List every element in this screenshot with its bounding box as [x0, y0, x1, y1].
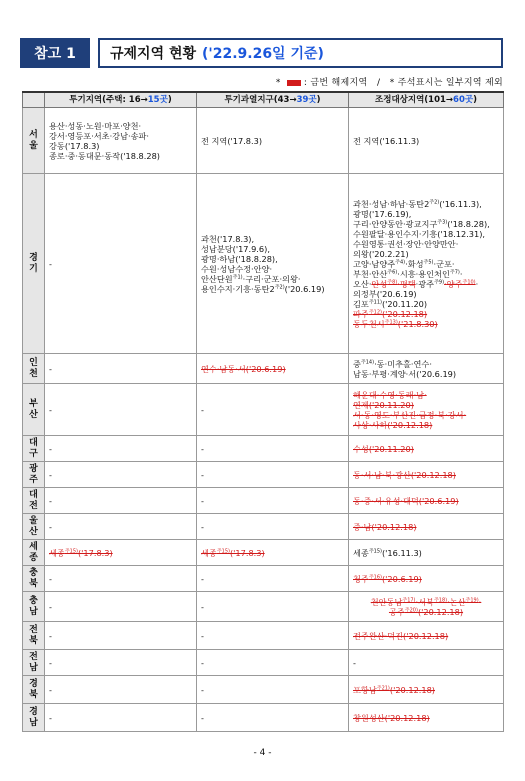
header-overheated: 투기과열지구(43→39곳): [197, 92, 349, 108]
region-cell: 경 남: [23, 704, 45, 732]
cell-overheated: -: [197, 676, 349, 704]
table-row: [23, 462, 504, 488]
table-row: [23, 488, 504, 514]
header-region: [23, 92, 45, 108]
region-cell: 광 주: [23, 462, 45, 488]
cell-speculation: -: [45, 514, 197, 540]
cell-speculation: -: [45, 650, 197, 676]
cell-overheated: -: [197, 622, 349, 650]
cell-overheated: 과천('17.8.3), 성남분당('17.9.6), 광명·하남('18.8.28), 수원·성남수정·안양· 안산단원$^{주1)}$·구리·군포·의왕· 용인수지·기흥·동탄$2^{주2)}('20.6.19)$: [197, 174, 349, 354]
region-cell: 충 남: [23, 592, 45, 622]
region-cell: 대 구: [23, 436, 45, 462]
table-row: [23, 436, 504, 462]
header-adjustment: 조정대상지역(101→60곳): [349, 92, 504, 108]
table-row: [23, 704, 504, 732]
cell-adjustment: 해운대·수영·동래·남· 연제('20.11.20) 서·동·영도·부산진·금정·북·강서· 사상·사하('20.12.18): [349, 384, 504, 436]
header-speculation: 투기지역(주택: 16→15곳): [45, 92, 197, 108]
region-cell: 부 산: [23, 384, 45, 436]
region-cell: 인 천: [23, 354, 45, 384]
cell-speculation: -: [45, 488, 197, 514]
region-cell: 서 울: [23, 108, 45, 174]
cell-speculation: 세종$^{주15)}$('17.8.3): [45, 540, 197, 566]
cell-overheated: 세종$^{주15)}$('17.8.3): [197, 540, 349, 566]
cell-speculation: -: [45, 354, 197, 384]
region-cell: 경 기: [23, 174, 45, 354]
region-cell: 세 종: [23, 540, 45, 566]
cell-overheated: 연수·남동·서('20.6.19): [197, 354, 349, 384]
cell-overheated: -: [197, 704, 349, 732]
region-cell: 충 북: [23, 566, 45, 592]
cell-speculation: -: [45, 174, 197, 354]
region-cell: 대 전: [23, 488, 45, 514]
cell-speculation: -: [45, 622, 197, 650]
section-header: [20, 38, 503, 68]
table-row: [23, 622, 504, 650]
cell-adjustment: 천안동남$^{주17)}$·서북$^{주18)}$·논산$^{주19)}$· 공주$^{주20)}$('20.12.18): [349, 592, 504, 622]
table-header-row: [23, 92, 504, 108]
region-cell: 경 북: [23, 676, 45, 704]
cell-speculation: -: [45, 592, 197, 622]
cell-adjustment: 세종$^{주15)}$('16.11.3): [349, 540, 504, 566]
legend-note: * 주석표시는 일부지역 제외: [389, 78, 503, 88]
legend: * : 금번 해제지역 / * 주석표시는 일부지역 제외: [275, 78, 503, 88]
cell-speculation: -: [45, 462, 197, 488]
cell-speculation: -: [45, 704, 197, 732]
cell-speculation: -: [45, 384, 197, 436]
cell-adjustment: 청주$^{주16)}$('20.6.19): [349, 566, 504, 592]
cell-speculation: -: [45, 566, 197, 592]
cell-adjustment: 창원성산('20.12.18): [349, 704, 504, 732]
table-row: [23, 384, 504, 436]
cell-overheated: -: [197, 514, 349, 540]
cell-overheated: -: [197, 384, 349, 436]
table-row: [23, 592, 504, 622]
table-row: [23, 650, 504, 676]
regulation-table: [22, 91, 504, 732]
table-row: [23, 676, 504, 704]
cell-adjustment: 동·중·서·유성·대덕('20.6.19): [349, 488, 504, 514]
page-number: - 4 -: [253, 748, 272, 758]
released-swatch: [287, 80, 301, 86]
region-cell: 전 북: [23, 622, 45, 650]
cell-overheated: -: [197, 650, 349, 676]
cell-speculation: 용산·성동·노원·마포·양천· 강서·영등포·서초·강남·송파· 강동('17.8.3) 종로·중·동대문·동작('18.8.28): [45, 108, 197, 174]
title-text: 규제지역 현황: [110, 46, 197, 62]
cell-overheated: 전 지역('17.8.3): [197, 108, 349, 174]
cell-adjustment: 수성('20.11.20): [349, 436, 504, 462]
cell-overheated: -: [197, 488, 349, 514]
cell-adjustment: 과천·성남·하남·동탄$2^{주2)}('16.11.3)$, 광명('17.6.19), 구리·안양동안·광교지구$^{주3)}$('18.8.28), 수원팔달·용인수지·기흥('18.12.31), 수원영통·권선·장안·안양만안· 의왕('20.2.21) 고양·남양주$^{주4)}$·화성$^{주5)}$·군포· 부천·안산$^{주6)}$·시흥·용인처인$^{주7)}$· 오산·안성$^{주8)}$·평택·광주$^{주9)}$·양주$^{주10)}$· 의정부('20.6.19) 김포$^{주11)}$('20.11.20) 파주$^{주12)}$('20.12.18) 동두천시$^{주13)}$('21.8.30): [349, 174, 504, 354]
cell-overheated: -: [197, 566, 349, 592]
table-row: [23, 540, 504, 566]
cell-overheated: -: [197, 462, 349, 488]
table-row: [23, 354, 504, 384]
cell-adjustment: 중$^{주14)}$·동·미추홀·연수· 남동·부평·계양·서('20.6.19): [349, 354, 504, 384]
cell-overheated: -: [197, 592, 349, 622]
cell-adjustment: -: [349, 650, 504, 676]
cell-speculation: -: [45, 436, 197, 462]
cell-overheated: -: [197, 436, 349, 462]
region-cell: 전 남: [23, 650, 45, 676]
cell-adjustment: 포항남$^{주21)}$('20.12.18): [349, 676, 504, 704]
cell-adjustment: 전주완산·덕진('20.12.18): [349, 622, 504, 650]
table-row: [23, 566, 504, 592]
section-title: [98, 38, 503, 68]
table-row: [23, 108, 504, 174]
table-row: [23, 174, 504, 354]
cell-adjustment: 동·서·남·북·광산('20.12.18): [349, 462, 504, 488]
title-date: ('22.9.26일 기준): [202, 46, 324, 62]
cell-speculation: -: [45, 676, 197, 704]
table-row: [23, 514, 504, 540]
region-cell: 울 산: [23, 514, 45, 540]
cell-adjustment: 중·남('20.12.18): [349, 514, 504, 540]
legend-released: : 금번 해제지역: [303, 78, 368, 88]
reference-label: 참고 1: [20, 38, 90, 68]
cell-adjustment: 전 지역('16.11.3): [349, 108, 504, 174]
